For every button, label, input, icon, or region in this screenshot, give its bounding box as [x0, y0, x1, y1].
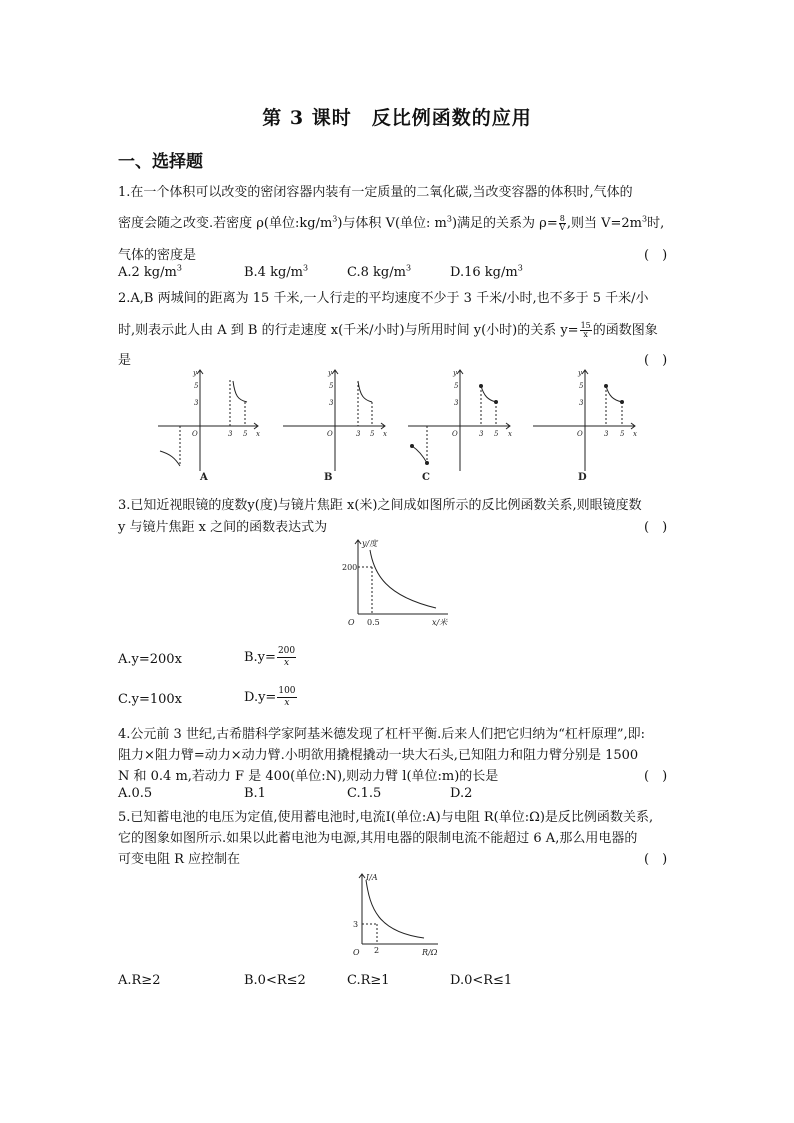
svg-text:3: 3: [579, 399, 584, 407]
q3-option-a[interactable]: A.y=200x: [118, 652, 182, 667]
svg-text:y: y: [453, 369, 457, 377]
q1-option-c[interactable]: C.8 $kg/m^3$: [347, 263, 412, 280]
svg-text:O: O: [577, 430, 583, 438]
svg-text:O: O: [452, 430, 458, 438]
q5-graph: [346, 868, 446, 960]
svg-text:y/度: y/度: [362, 539, 378, 548]
q1-line1: 1.在一个体积可以改变的密闭容器内装有一定质量的二氧化碳,当改变容器的体积时,气体的: [118, 185, 633, 200]
q4-line3: N 和 0.4 m,若动力 F 是 400(单位:N),则动力臂 l(单位:m)的长是: [118, 769, 499, 784]
page-title: 第 3 课时 反比例函数的应用: [262, 107, 532, 129]
svg-text:5: 5: [620, 430, 625, 438]
q1-option-b[interactable]: B.4 $kg/m^3$: [244, 263, 309, 280]
svg-text:x: x: [633, 430, 637, 438]
q1-option-a[interactable]: A.2 $kg/m^3$: [118, 263, 182, 280]
svg-text:5: 5: [243, 430, 248, 438]
svg-text:3: 3: [479, 430, 484, 438]
q1-answer-paren: ( ): [644, 248, 668, 263]
svg-text:5: 5: [194, 382, 199, 390]
svg-text:5: 5: [454, 382, 459, 390]
q5-line3: 可变电阻 R 应控制在: [118, 852, 241, 867]
svg-text:y: y: [328, 369, 332, 377]
svg-text:5: 5: [370, 430, 375, 438]
svg-text:3: 3: [356, 430, 361, 438]
q3-line1: 3.已知近视眼镜的度数y(度)与镜片焦距 x(米)之间成如图所示的反比例函数关系,则眼镜度数: [118, 498, 642, 513]
q4-option-d[interactable]: D.2: [450, 786, 473, 801]
svg-text:5: 5: [329, 382, 334, 390]
q5-answer-paren: ( ): [644, 852, 668, 867]
q5-option-b[interactable]: B.0<R≤2: [244, 973, 306, 988]
q5-option-a[interactable]: A.R≥2: [118, 973, 161, 988]
graph-b-label: B: [324, 472, 333, 483]
svg-text:R/Ω: R/Ω: [422, 948, 438, 957]
svg-text:O: O: [348, 618, 355, 627]
graph-d-label: D: [578, 472, 587, 483]
svg-text:3: 3: [194, 399, 199, 407]
q4-option-a[interactable]: A.0.5: [118, 786, 153, 801]
q4-answer-paren: ( ): [644, 769, 668, 784]
q2-line2: 时,则表示此人由 A 到 B 的行走速度 x(千米/小时)与所用时间 y(小时)的关系 y= $\frac{15}{x}$ 的函数图象: [118, 321, 658, 339]
section-heading: 一、选择题: [118, 152, 203, 172]
svg-text:2: 2: [374, 946, 380, 955]
svg-text:0.5: 0.5: [367, 618, 380, 627]
svg-text:3: 3: [228, 430, 233, 438]
q2-line1: 2.A,B 两城间的距离为 15 千米,一人行走的平均速度不少于 3 千米/小时,也不多于 5 千米/小: [118, 291, 649, 306]
svg-text:y: y: [193, 369, 197, 377]
q1-fraction: $\frac{8}{V}$: [559, 214, 566, 232]
svg-text:5: 5: [494, 430, 499, 438]
svg-text:y: y: [578, 369, 582, 377]
svg-text:I/A: I/A: [366, 873, 378, 882]
svg-text:x: x: [383, 430, 387, 438]
q2-fraction: $\frac{15}{x}$: [580, 321, 591, 339]
svg-text:3: 3: [353, 920, 359, 929]
q5-option-c[interactable]: C.R≥1: [347, 973, 390, 988]
q1-line2: 密度会随之改变.若密度 ρ(单位$:kg/m^3$)与体积 V(单位: $m^3$)满足的关系为 ρ= $\frac{8}{V}$ ,则当 $V=2m^3$时,: [118, 214, 665, 232]
svg-text:O: O: [353, 948, 360, 957]
q1-option-d[interactable]: D.16 $kg/m^3$: [450, 263, 523, 280]
q3-answer-paren: ( ): [644, 520, 668, 535]
q5-line2: 它的图象如图所示.如果以此蓄电池为电源,其用电器的限制电流不能超过 6 A,那么用电器的: [118, 831, 638, 846]
q5-line1: 5.已知蓄电池的电压为定值,使用蓄电池时,电流I(单位:A)与电阻 R(单位:Ω)是反比例函数关系,: [118, 810, 654, 825]
q2-answer-paren: ( ): [644, 353, 668, 368]
q4-line2: 阻力×阻力臂=动力×动力臂.小明欲用撬棍撬动一块大石头,已知阻力和阻力臂分别是 1500: [118, 748, 639, 763]
graph-c-label: C: [422, 472, 430, 483]
q3-option-b[interactable]: B.y= $\frac{200}{x}$: [244, 646, 296, 668]
graph-a-label: A: [200, 472, 208, 483]
q3-option-c[interactable]: C.y=100x: [118, 692, 182, 707]
q5-option-d[interactable]: D.0<R≤1: [450, 973, 513, 988]
q2-graphs: [150, 366, 690, 486]
svg-text:x/米: x/米: [432, 618, 448, 627]
q4-option-b[interactable]: B.1: [244, 786, 266, 801]
q4-line1: 4.公元前 3 世纪,古希腊科学家阿基米德发现了杠杆平衡.后来人们把它归纳为“杠杆原理”,即:: [118, 727, 646, 742]
q1-line3: 气体的密度是: [118, 248, 197, 263]
svg-text:O: O: [327, 430, 333, 438]
svg-text:3: 3: [454, 399, 459, 407]
svg-text:200: 200: [342, 563, 358, 572]
svg-text:3: 3: [329, 399, 334, 407]
svg-text:x: x: [256, 430, 260, 438]
q3-graph: [336, 534, 466, 630]
q4-option-c[interactable]: C.1.5: [347, 786, 382, 801]
q3-option-d[interactable]: D.y= $\frac{100}{x}$: [244, 686, 296, 708]
svg-text:x: x: [508, 430, 512, 438]
q3-line2: y 与镜片焦距 x 之间的函数表达式为: [118, 520, 328, 535]
svg-text:3: 3: [604, 430, 609, 438]
q2-line3: 是: [118, 353, 132, 368]
svg-text:5: 5: [579, 382, 584, 390]
svg-text:O: O: [192, 430, 198, 438]
